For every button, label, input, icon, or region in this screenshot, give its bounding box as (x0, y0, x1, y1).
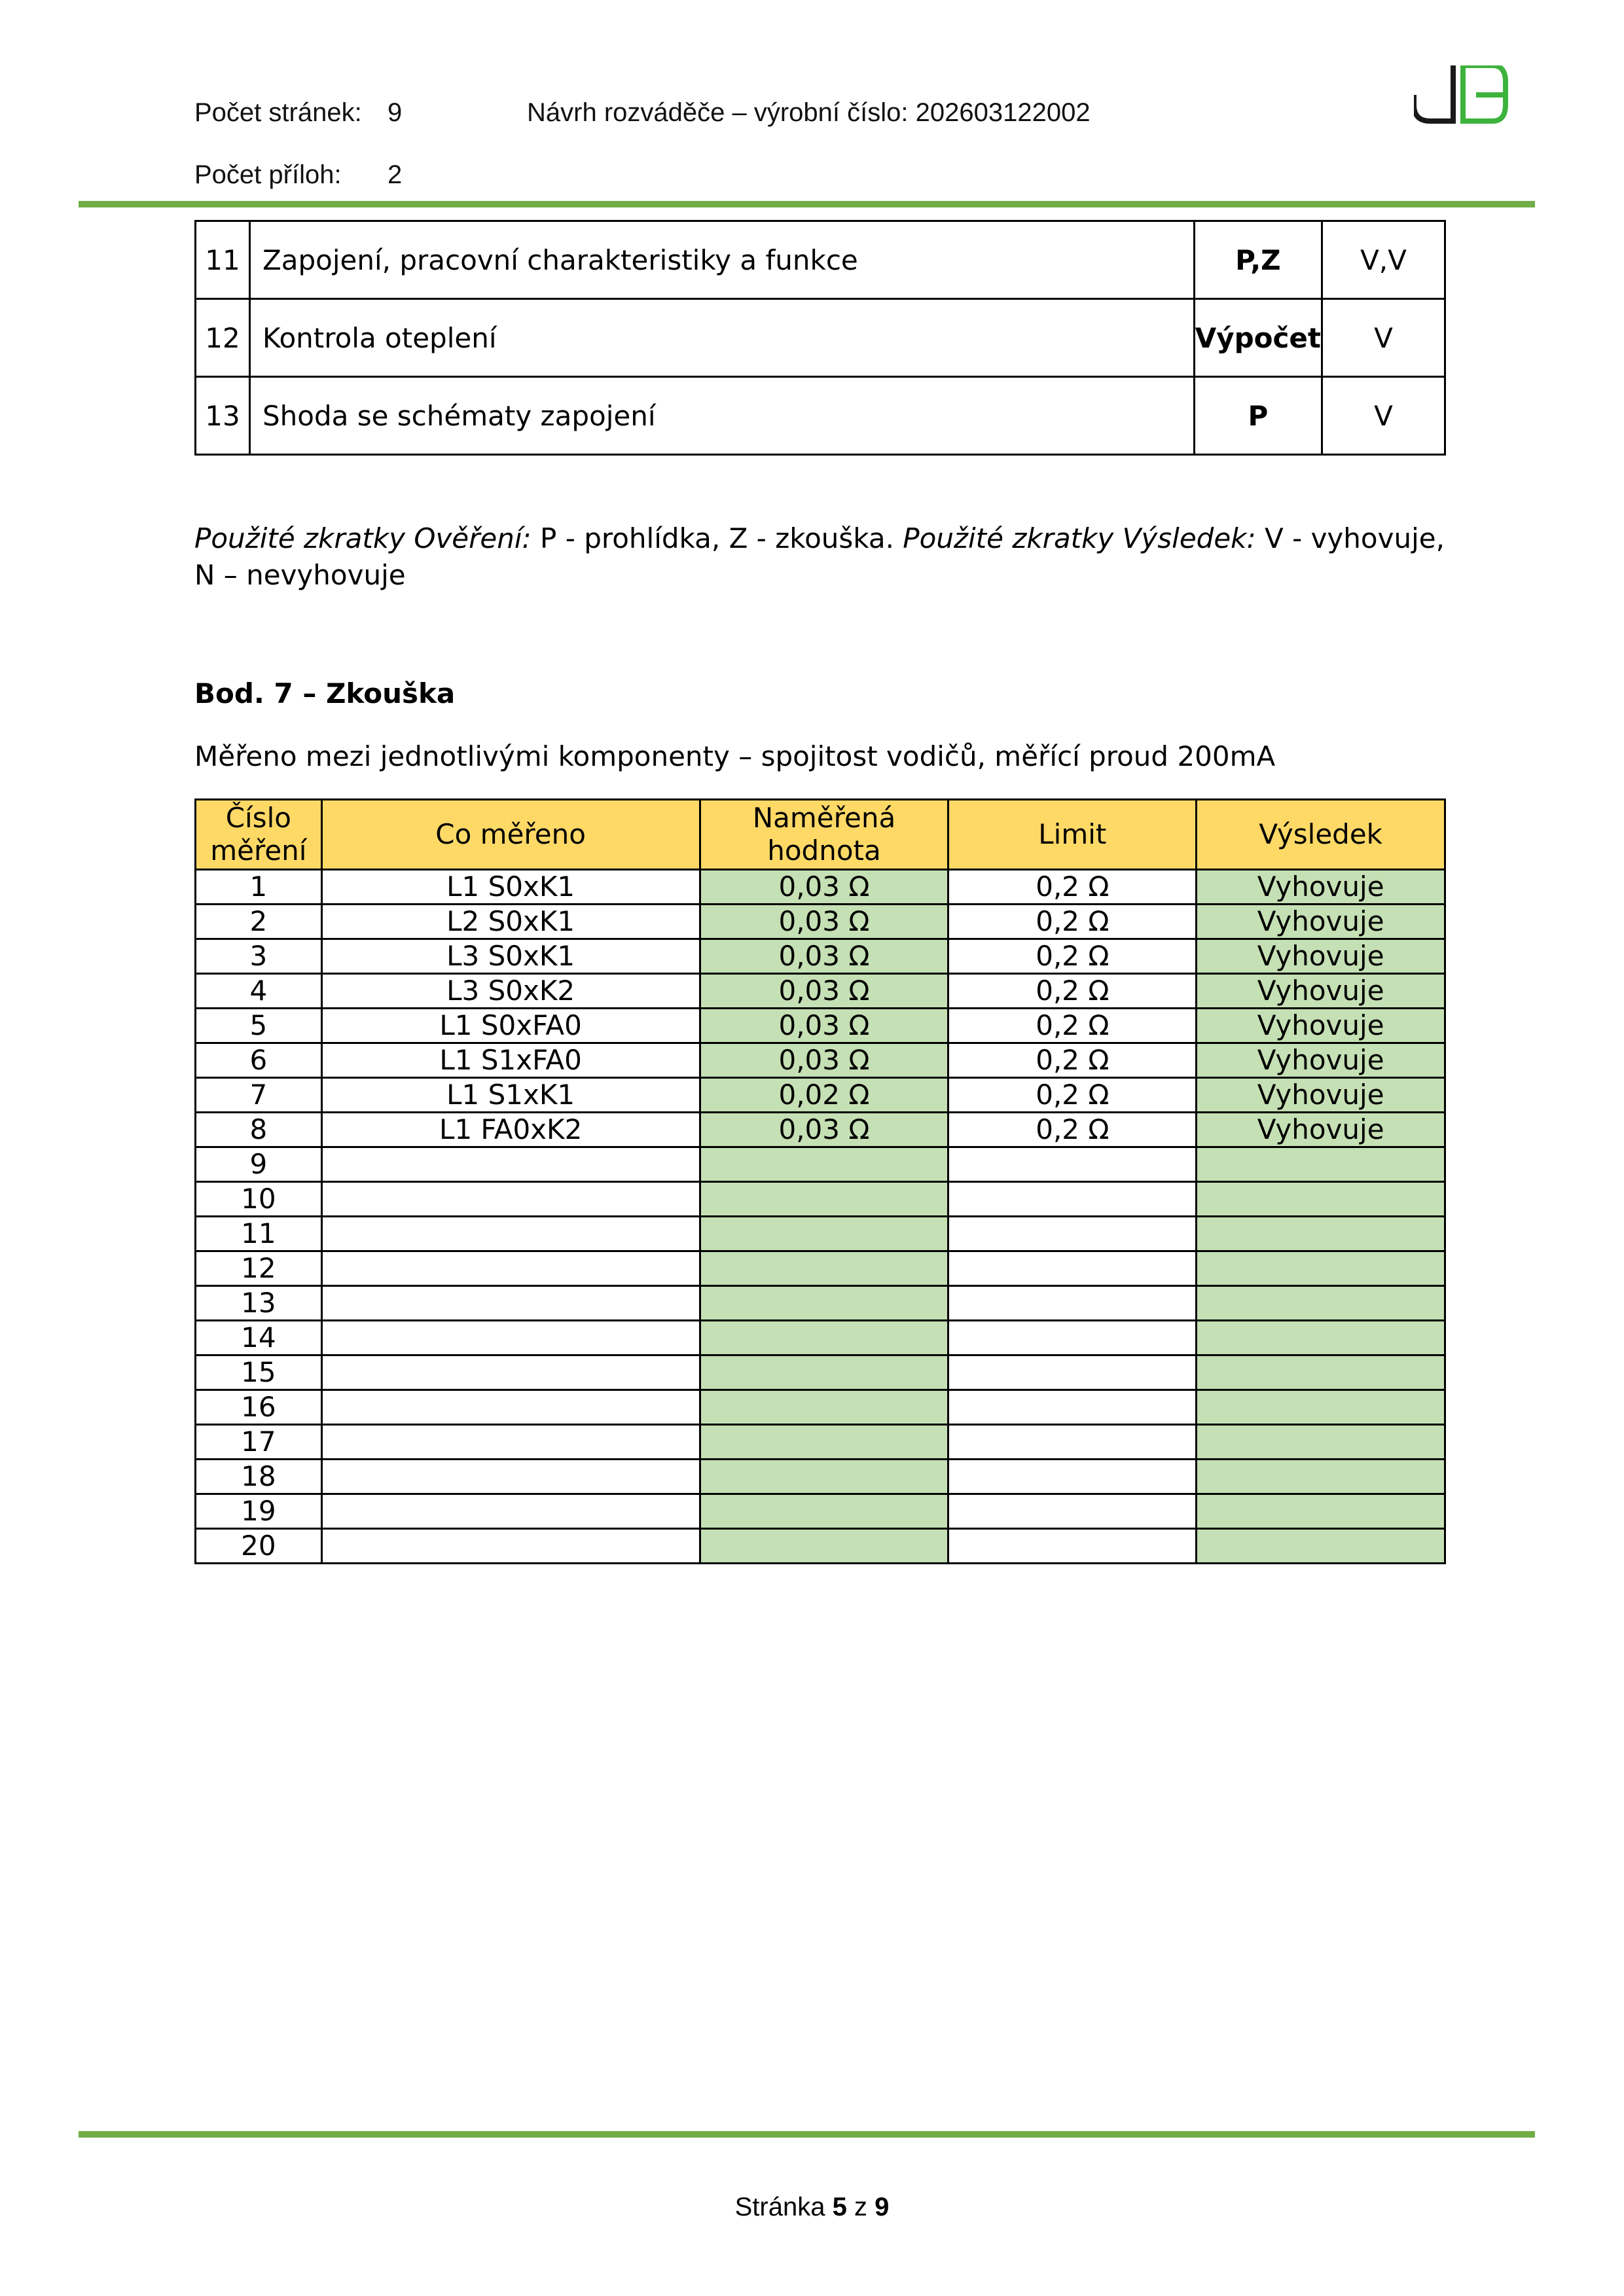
row-measured-between (321, 1147, 700, 1182)
row-number: 12 (196, 299, 250, 377)
row-result: Vyhovuje (1197, 974, 1445, 1009)
row-verification: P (1194, 377, 1322, 455)
row-result: V,V (1322, 221, 1445, 299)
row-limit (948, 1147, 1197, 1182)
table-row (196, 1286, 1445, 1321)
row-result: V (1322, 377, 1445, 455)
row-number: 13 (196, 377, 250, 455)
row-limit: 0,2 Ω (948, 1009, 1197, 1043)
row-result: Vyhovuje (1197, 1009, 1445, 1043)
row-item: Zapojení, pracovní charakteristiky a funkce (250, 221, 1195, 299)
row-measured-value (700, 1251, 948, 1286)
row-measured-between: L1 S1xFA0 (321, 1043, 700, 1078)
row-number: 15 (196, 1355, 322, 1390)
row-number: 19 (196, 1494, 322, 1529)
row-number: 8 (196, 1113, 322, 1147)
row-measured-value (700, 1286, 948, 1321)
row-result (1197, 1425, 1445, 1460)
row-measured-value: 0,03 Ω (700, 1009, 948, 1043)
table-header-row (196, 800, 1445, 870)
row-result (1197, 1390, 1445, 1425)
row-item: Shoda se schématy zapojení (250, 377, 1195, 455)
table-row (196, 1460, 1445, 1494)
footer-current-page: 5 (832, 2193, 847, 2221)
header-divider (79, 201, 1535, 207)
table-row (196, 377, 1445, 455)
row-measured-between (321, 1390, 700, 1425)
col-header-number: Číslo měření (196, 800, 322, 870)
row-measured-value: 0,02 Ω (700, 1078, 948, 1113)
page-count-value: 9 (388, 98, 403, 127)
row-limit: 0,2 Ω (948, 870, 1197, 905)
row-limit: 0,2 Ω (948, 905, 1197, 939)
section-heading: Bod. 7 – Zkouška (194, 677, 456, 709)
row-measured-between (321, 1321, 700, 1355)
abbreviations-note (194, 520, 1448, 594)
row-measured-value (700, 1321, 948, 1355)
row-measured-between (321, 1355, 700, 1390)
row-measured-value: 0,03 Ω (700, 870, 948, 905)
row-result: Vyhovuje (1197, 870, 1445, 905)
row-measured-value: 0,03 Ω (700, 1043, 948, 1078)
row-result (1197, 1355, 1445, 1390)
row-measured-value (700, 1390, 948, 1425)
row-measured-between: L1 S0xFA0 (321, 1009, 700, 1043)
measurement-rows (196, 870, 1445, 1564)
row-limit (948, 1529, 1197, 1564)
row-number: 20 (196, 1529, 322, 1564)
row-measured-value: 0,03 Ω (700, 974, 948, 1009)
row-limit (948, 1286, 1197, 1321)
attachments-value: 2 (388, 160, 403, 189)
row-measured-between (321, 1286, 700, 1321)
table-row (196, 1355, 1445, 1390)
table-row (196, 905, 1445, 939)
row-measured-value: 0,03 Ω (700, 1113, 948, 1147)
row-result: Vyhovuje (1197, 1078, 1445, 1113)
row-measured-value: 0,03 Ω (700, 905, 948, 939)
footer-divider (79, 2131, 1535, 2138)
row-result (1197, 1321, 1445, 1355)
row-result: V (1322, 299, 1445, 377)
footer-of-label: z (854, 2193, 867, 2221)
table-row (196, 1182, 1445, 1217)
col-header-limit: Limit (948, 800, 1197, 870)
row-measured-between (321, 1529, 700, 1564)
row-measured-between: L1 S1xK1 (321, 1078, 700, 1113)
row-result: Vyhovuje (1197, 1113, 1445, 1147)
row-number: 11 (196, 221, 250, 299)
page-footer (0, 2193, 1624, 2222)
row-measured-between: L3 S0xK2 (321, 974, 700, 1009)
row-number: 16 (196, 1390, 322, 1425)
row-limit (948, 1251, 1197, 1286)
table-row (196, 1217, 1445, 1251)
row-limit (948, 1494, 1197, 1529)
row-verification: Výpočet (1194, 299, 1322, 377)
table-row (196, 1425, 1445, 1460)
abbr-verification-text: P - prohlídka, Z - zkouška. (531, 522, 903, 554)
row-result (1197, 1494, 1445, 1529)
row-limit: 0,2 Ω (948, 939, 1197, 974)
row-item: Kontrola oteplení (250, 299, 1195, 377)
col-header-value: Naměřená hodnota (700, 800, 948, 870)
row-number: 18 (196, 1460, 322, 1494)
measurement-table (194, 798, 1446, 1564)
abbr-result-label: Použité zkratky Výsledek: (903, 522, 1256, 554)
table-row (196, 1251, 1445, 1286)
table-row (196, 870, 1445, 905)
abbr-verification-label: Použité zkratky Ověření: (194, 522, 532, 554)
row-result (1197, 1182, 1445, 1217)
row-limit: 0,2 Ω (948, 1113, 1197, 1147)
row-number: 9 (196, 1147, 322, 1182)
row-limit (948, 1355, 1197, 1390)
table-row (196, 1147, 1445, 1182)
document-title-label: Návrh rozváděče – výrobní číslo: (527, 98, 909, 127)
row-number: 7 (196, 1078, 322, 1113)
table-row (196, 221, 1445, 299)
row-number: 10 (196, 1182, 322, 1217)
table-row (196, 939, 1445, 974)
row-result: Vyhovuje (1197, 1043, 1445, 1078)
row-number: 2 (196, 905, 322, 939)
row-number: 12 (196, 1251, 322, 1286)
row-limit: 0,2 Ω (948, 1078, 1197, 1113)
row-number: 1 (196, 870, 322, 905)
row-measured-value (700, 1529, 948, 1564)
table-row (196, 1043, 1445, 1078)
col-header-what: Co měřeno (321, 800, 700, 870)
row-measured-value (700, 1217, 948, 1251)
col-header-result: Výsledek (1197, 800, 1445, 870)
abbr-result-text: V - vyhovuje, N – nevyhovuje (194, 522, 1445, 591)
table-row (196, 1390, 1445, 1425)
row-number: 14 (196, 1321, 322, 1355)
page-count-label: Počet stránek: (194, 98, 362, 127)
row-result: Vyhovuje (1197, 905, 1445, 939)
row-number: 4 (196, 974, 322, 1009)
row-limit (948, 1390, 1197, 1425)
table-row (196, 1009, 1445, 1043)
row-measured-value (700, 1147, 948, 1182)
row-measured-between (321, 1251, 700, 1286)
row-measured-value (700, 1460, 948, 1494)
table-row (196, 974, 1445, 1009)
row-limit (948, 1182, 1197, 1217)
document-title (527, 98, 1091, 128)
row-measured-between: L2 S0xK1 (321, 905, 700, 939)
row-measured-between (321, 1182, 700, 1217)
footer-total-pages: 9 (875, 2193, 890, 2221)
row-limit: 0,2 Ω (948, 974, 1197, 1009)
table-row (196, 1321, 1445, 1355)
row-number: 11 (196, 1217, 322, 1251)
row-limit (948, 1460, 1197, 1494)
row-number: 3 (196, 939, 322, 974)
row-measured-between (321, 1494, 700, 1529)
row-number: 13 (196, 1286, 322, 1321)
table-row (196, 1529, 1445, 1564)
row-limit (948, 1425, 1197, 1460)
je-logo-icon (1414, 65, 1512, 128)
row-measured-between (321, 1460, 700, 1494)
verification-table (194, 220, 1446, 456)
row-number: 6 (196, 1043, 322, 1078)
row-measured-value (700, 1494, 948, 1529)
row-result: Vyhovuje (1197, 939, 1445, 974)
row-result (1197, 1286, 1445, 1321)
row-measured-between: L1 FA0xK2 (321, 1113, 700, 1147)
section-description: Měřeno mezi jednotlivými komponenty – spojitost vodičů, měřící proud 200mA (194, 740, 1276, 772)
row-result (1197, 1217, 1445, 1251)
row-measured-between (321, 1425, 700, 1460)
row-measured-between: L3 S0xK1 (321, 939, 700, 974)
serial-number: 202603122002 (915, 98, 1091, 127)
row-result (1197, 1251, 1445, 1286)
row-measured-value (700, 1182, 948, 1217)
table-row (196, 1113, 1445, 1147)
table-row (196, 299, 1445, 377)
row-measured-between (321, 1217, 700, 1251)
row-result (1197, 1529, 1445, 1564)
row-limit: 0,2 Ω (948, 1043, 1197, 1078)
row-number: 5 (196, 1009, 322, 1043)
row-measured-value (700, 1425, 948, 1460)
attachments-label: Počet příloh: (194, 160, 342, 189)
footer-page-label: Stránka (734, 2193, 825, 2221)
row-limit (948, 1321, 1197, 1355)
table-row (196, 1494, 1445, 1529)
row-result (1197, 1147, 1445, 1182)
row-measured-value: 0,03 Ω (700, 939, 948, 974)
table-row (196, 1078, 1445, 1113)
row-limit (948, 1217, 1197, 1251)
row-result (1197, 1460, 1445, 1494)
row-number: 17 (196, 1425, 322, 1460)
row-measured-value (700, 1355, 948, 1390)
row-measured-between: L1 S0xK1 (321, 870, 700, 905)
row-verification: P,Z (1194, 221, 1322, 299)
